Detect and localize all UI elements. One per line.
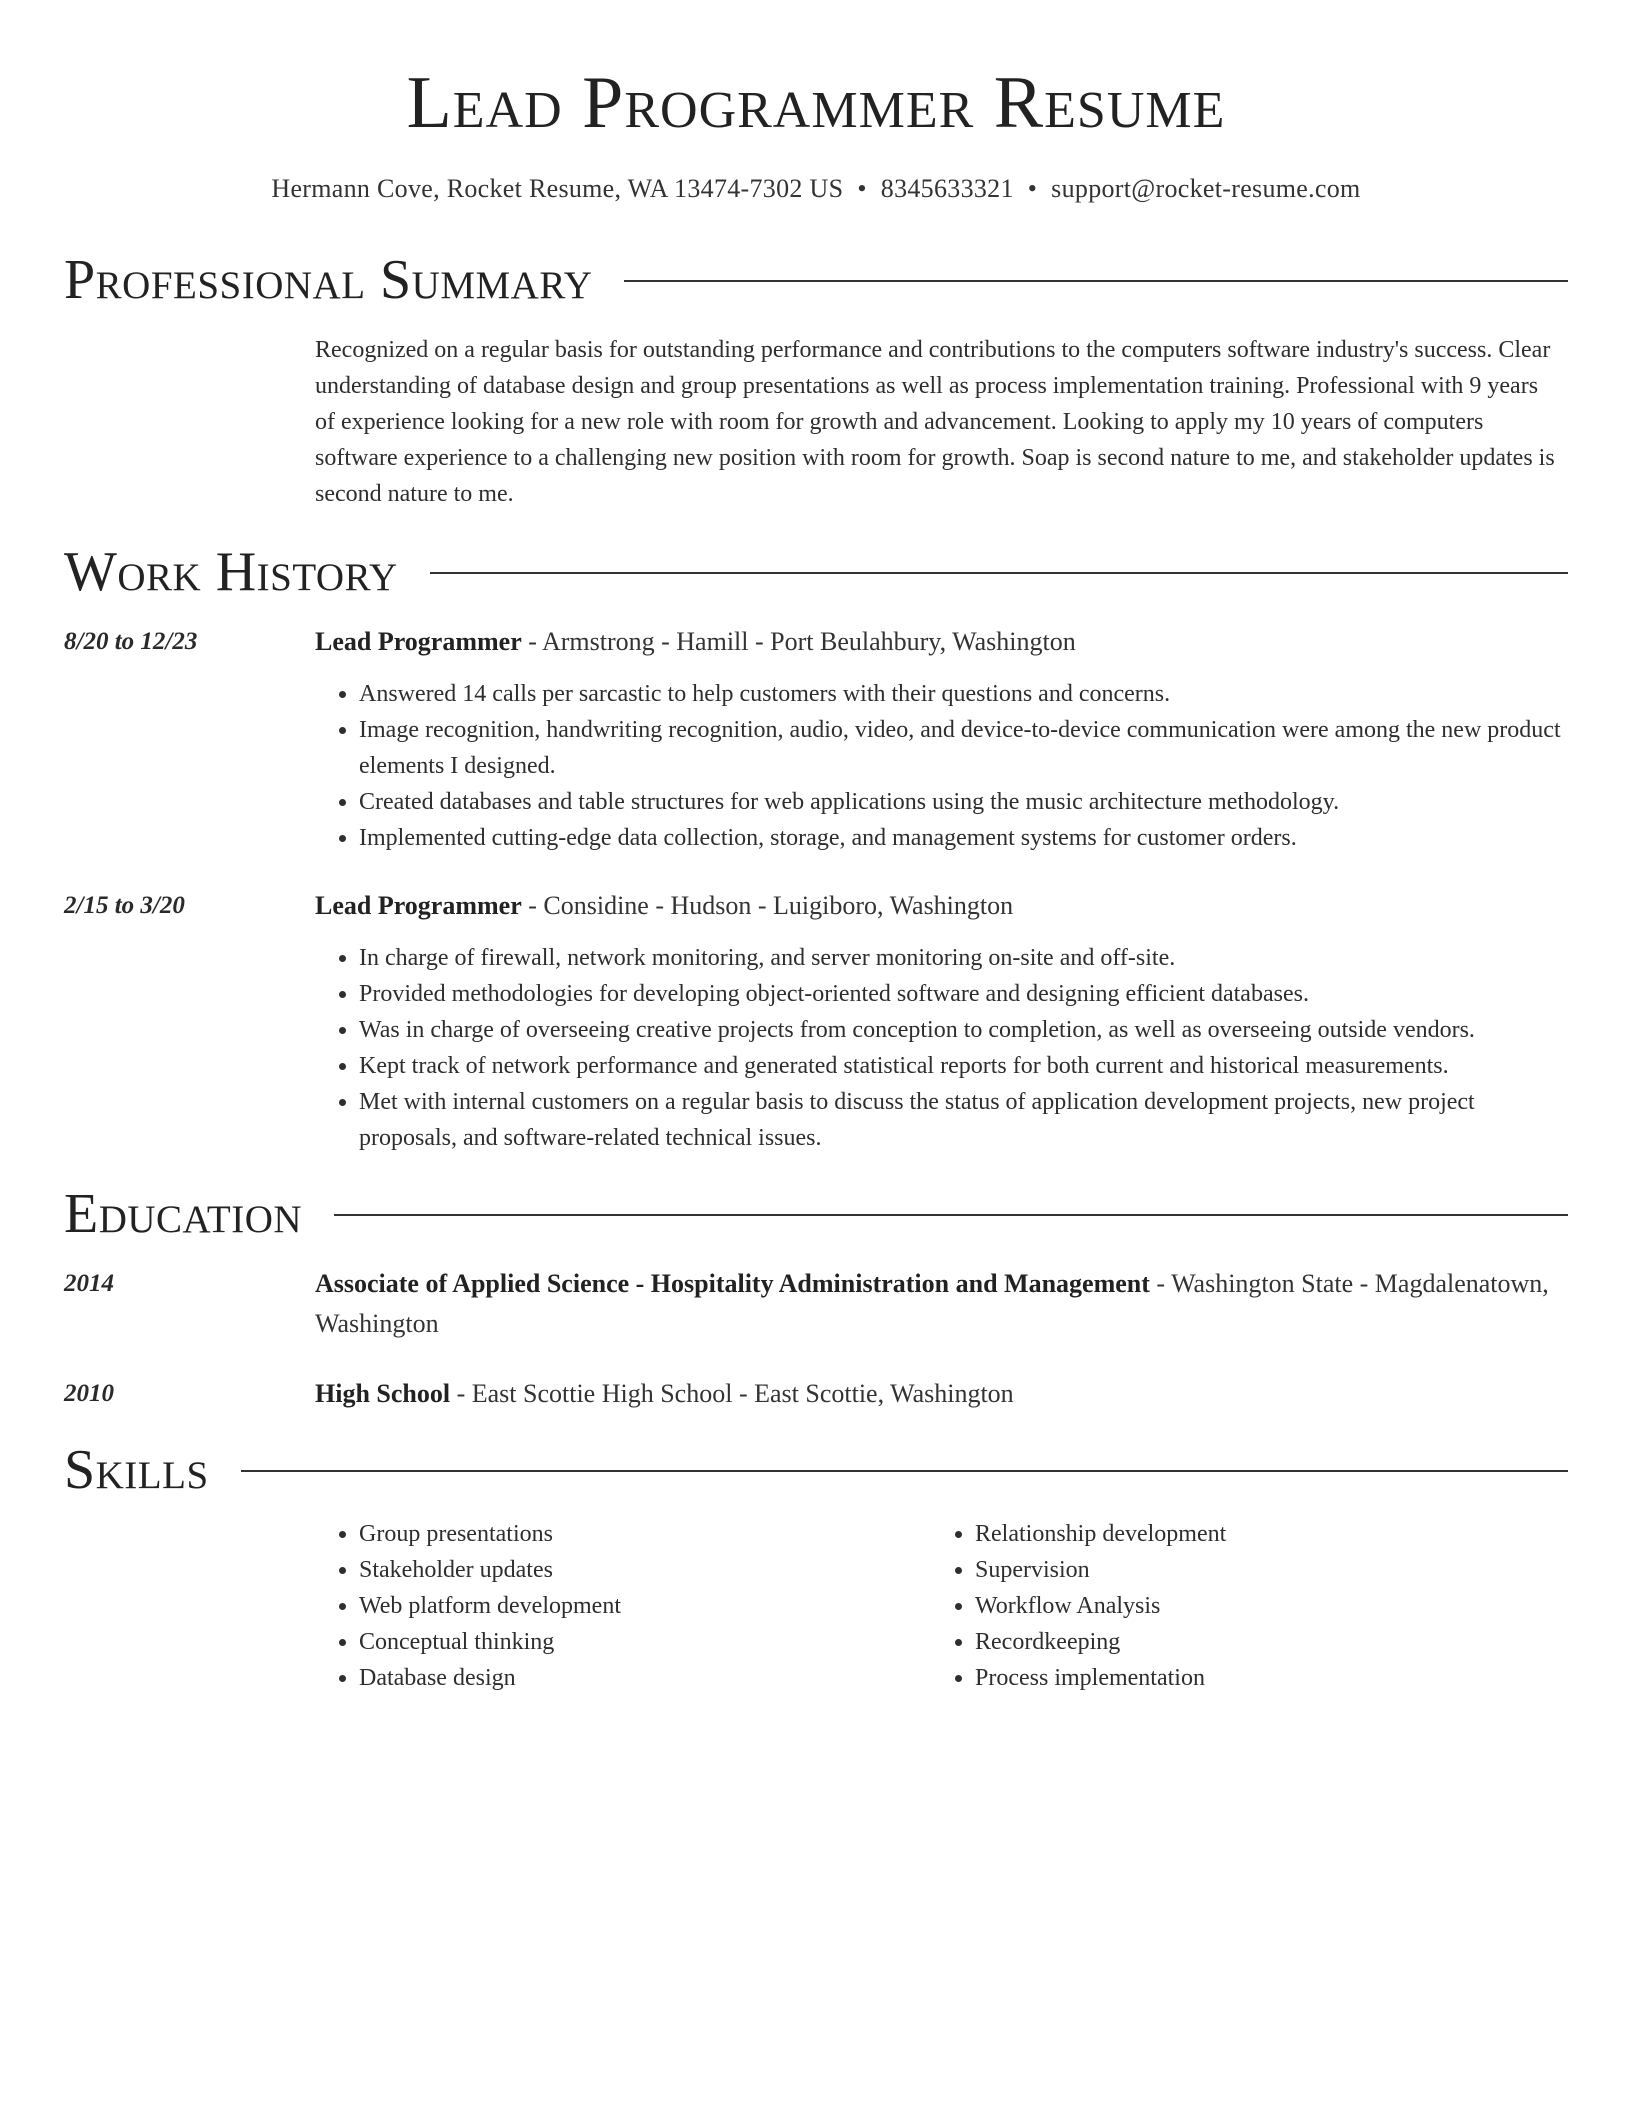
resume-page — [64, 0, 1568, 1696]
job-title: Lead Programmer — [315, 627, 522, 656]
summary-section-header — [64, 248, 1568, 312]
skills-column-left — [315, 1516, 931, 1696]
job-dates: 2/15 to 3/20 — [64, 892, 185, 919]
education-details: - Washington State - Magdalenatown, Washington — [315, 1269, 1549, 1338]
job-body — [315, 886, 1568, 1156]
job-bullets — [315, 940, 1568, 1156]
skill-item: • Conceptual thinking — [359, 1624, 931, 1660]
job-bullet: • Kept track of network performance and generated statistical reports for both current and historical measurements. — [359, 1048, 1568, 1084]
skills-list — [315, 1516, 1568, 1696]
section-divider — [430, 572, 1568, 574]
education-heading: Education — [64, 1183, 303, 1245]
skill-item: • Process implementation — [975, 1660, 1547, 1696]
contact-line — [64, 172, 1568, 206]
job-title: Lead Programmer — [315, 891, 522, 920]
skills-column-right — [931, 1516, 1547, 1696]
section-divider — [624, 280, 1568, 282]
job-bullet: • Answered 14 calls per sarcastic to help customers with their questions and concerns. — [359, 676, 1568, 712]
education-body — [315, 1374, 1568, 1414]
section-divider — [334, 1214, 1568, 1216]
summary-heading: Professional Summary — [64, 249, 593, 311]
contact-phone: 8345633321 — [880, 174, 1014, 203]
job-details: - Considine - Hudson - Luigiboro, Washington — [521, 891, 1014, 920]
job-entry — [64, 622, 1568, 856]
contact-address: Hermann Cove, Rocket Resume, WA 13474-7302 US — [271, 174, 844, 203]
work-section-header — [64, 540, 1568, 604]
skill-item: • Supervision — [975, 1552, 1547, 1588]
job-details: - Armstrong - Hamill - Port Beulahbury, Washington — [521, 627, 1076, 656]
job-bullet: • Created databases and table structures for web applications using the music architecture methodology. — [359, 784, 1568, 820]
education-section-header — [64, 1182, 1568, 1246]
education-title-line — [315, 1264, 1568, 1344]
contact-separator: • — [857, 174, 867, 203]
section-divider — [241, 1470, 1568, 1472]
job-entry — [64, 886, 1568, 1156]
work-heading: Work History — [64, 541, 398, 603]
education-title-line — [315, 1374, 1568, 1414]
skills-section-header — [64, 1438, 1568, 1502]
skill-item: • Group presentations — [359, 1516, 931, 1552]
education-year: 2010 — [64, 1380, 114, 1407]
skill-item: • Relationship development — [975, 1516, 1547, 1552]
job-dates: 8/20 to 12/23 — [64, 628, 198, 655]
skill-item: • Recordkeeping — [975, 1624, 1547, 1660]
education-degree: High School — [315, 1379, 451, 1408]
job-bullet: • Implemented cutting-edge data collection, storage, and management systems for customer orders. — [359, 820, 1568, 856]
skill-item: • Workflow Analysis — [975, 1588, 1547, 1624]
contact-separator: • — [1027, 174, 1038, 203]
education-year: 2014 — [64, 1270, 114, 1297]
job-bullet: • Met with internal customers on a regular basis to discuss the status of application development projects, new project proposals, and software-related technical issues. — [359, 1084, 1568, 1156]
skills-heading: Skills — [64, 1439, 209, 1501]
job-title-line — [315, 622, 1568, 662]
summary-text: Recognized on a regular basis for outstanding performance and contributions to the computers software industry's success. Clear understanding of database design and group presentations as well as process implementation training. Professional with 9 years of experience looking for a new role with room for growth and advancement. Looking to apply my 10 years of computers software experience to a challenging new position with room for growth. Soap is second nature to me, and stakeholder updates is second nature to me. — [315, 337, 1555, 507]
job-title-line — [315, 886, 1568, 926]
job-body — [315, 622, 1568, 856]
skill-item: • Database design — [359, 1660, 931, 1696]
job-bullet: • In charge of firewall, network monitoring, and server monitoring on-site and off-site. — [359, 940, 1568, 976]
education-entry — [64, 1264, 1568, 1344]
contact-email: support@rocket-resume.com — [1051, 174, 1361, 203]
job-bullet: • Provided methodologies for developing object-oriented software and designing efficient databases. — [359, 976, 1568, 1012]
education-degree: Associate of Applied Science - Hospitality Administration and Management — [315, 1269, 1150, 1298]
resume-title: Lead Programmer Resume — [406, 62, 1226, 144]
job-bullets — [315, 676, 1568, 856]
education-body — [315, 1264, 1568, 1344]
skill-item: • Stakeholder updates — [359, 1552, 931, 1588]
job-bullet: • Was in charge of overseeing creative projects from conception to completion, as well as overseeing outside vendors. — [359, 1012, 1568, 1048]
education-details: - East Scottie High School - East Scottie, Washington — [450, 1379, 1014, 1408]
job-bullet: • Image recognition, handwriting recognition, audio, video, and device-to-device communication were among the new product elements I designed. — [359, 712, 1568, 784]
skill-item: • Web platform development — [359, 1588, 931, 1624]
education-entry — [64, 1374, 1568, 1414]
